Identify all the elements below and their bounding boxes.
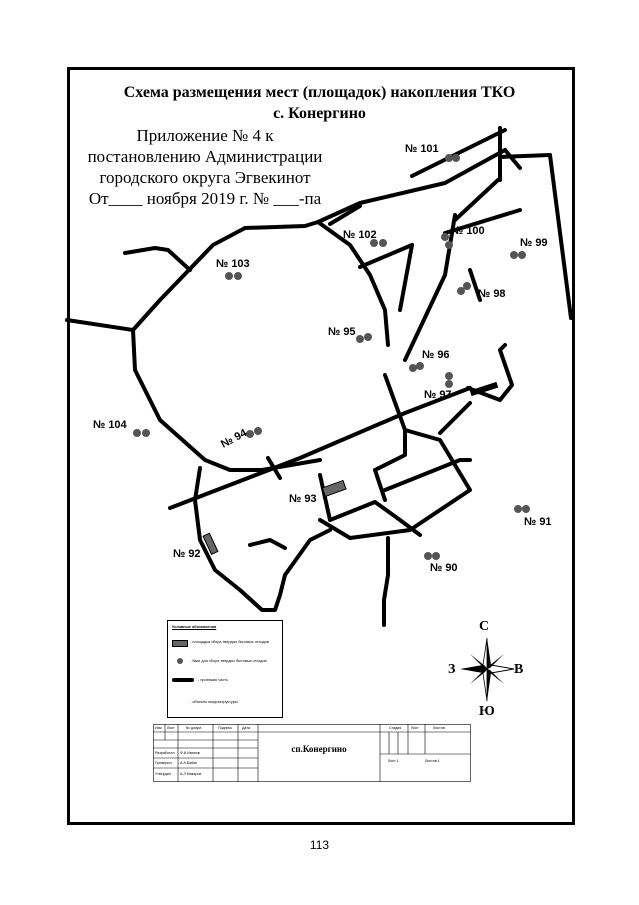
site-label-102: № 102 bbox=[343, 229, 377, 241]
stamp-name-developer: Ф.И.Иванов bbox=[180, 751, 200, 755]
stamp-name-approver: А.Л.Макаров bbox=[180, 772, 202, 776]
site-label-103: № 103 bbox=[216, 258, 250, 270]
compass-north: С bbox=[479, 619, 490, 634]
stamp-header-signature: Подпись bbox=[218, 726, 233, 730]
appendix-line-2: постановлению Администрации bbox=[87, 147, 323, 166]
road bbox=[400, 245, 412, 310]
site-label-104: № 104 bbox=[93, 419, 127, 431]
site-label-97: № 97 bbox=[424, 389, 452, 401]
map-legend bbox=[167, 620, 283, 718]
stamp-sheets-label: Листов bbox=[433, 726, 445, 730]
stamp-header-date: Дата bbox=[242, 726, 250, 730]
appendix-line-1: Приложение № 4 к bbox=[136, 126, 274, 145]
stamp-role-checker: Проверил bbox=[155, 761, 172, 765]
site-label-91: № 91 bbox=[524, 516, 552, 528]
site-label-92: № 92 bbox=[173, 548, 201, 560]
road bbox=[500, 155, 550, 157]
compass-rose bbox=[460, 638, 514, 701]
legend-road-swatch bbox=[172, 678, 194, 682]
site-label-101: № 101 bbox=[405, 143, 439, 155]
waste-site-93 bbox=[322, 480, 346, 496]
stamp-header-change: Изм bbox=[155, 726, 162, 730]
stamp-place-name: сп.Конергино bbox=[291, 744, 347, 754]
legend-item-bin: - баки для сбора твердых бытовых отходов bbox=[190, 659, 267, 663]
stamp-sheet-value: Лист 1 bbox=[388, 759, 399, 763]
road bbox=[170, 388, 470, 508]
road bbox=[375, 470, 385, 500]
stamp-role-developer: Разработал bbox=[155, 751, 175, 755]
legend-site-swatch bbox=[172, 640, 188, 647]
road bbox=[385, 460, 470, 490]
stamp-header-doc: № докум. bbox=[186, 726, 202, 730]
road bbox=[550, 155, 571, 318]
legend-bin-swatch bbox=[177, 658, 183, 664]
site-label-98: № 98 bbox=[478, 288, 506, 300]
road bbox=[318, 150, 505, 222]
appendix-line-3: городского округа Эгвекинот bbox=[99, 168, 311, 187]
stamp-name-checker: А.А.Бабин bbox=[180, 761, 198, 765]
site-label-94: № 94 bbox=[219, 427, 249, 451]
legend-item-road: - проезжая часть bbox=[198, 678, 228, 682]
legend-item-site: - площадка сбора твердых бытовых отходов bbox=[190, 640, 269, 644]
legend-item-infrastructure: - объекты инфраструктуры bbox=[190, 700, 238, 704]
road bbox=[250, 540, 285, 548]
stamp-sheet-label: Лист bbox=[411, 726, 419, 730]
road bbox=[67, 320, 133, 330]
road bbox=[360, 245, 412, 267]
compass-east: В bbox=[514, 662, 524, 677]
site-label-95: № 95 bbox=[328, 326, 356, 338]
road bbox=[125, 248, 190, 270]
legend-title: Условные обозначения bbox=[172, 625, 217, 629]
site-label-93: № 93 bbox=[289, 493, 317, 505]
compass-west: З bbox=[448, 662, 456, 677]
compass-south: Ю bbox=[479, 704, 495, 719]
road bbox=[505, 150, 520, 168]
road bbox=[384, 538, 388, 625]
map-title: Схема размещения мест (площадок) накопления ТКО bbox=[123, 84, 516, 101]
site-label-90: № 90 bbox=[430, 562, 458, 574]
stamp-header-sheet: Лист bbox=[167, 726, 175, 730]
road bbox=[440, 403, 470, 433]
site-label-100: № 100 bbox=[451, 225, 485, 237]
page-number: 113 bbox=[309, 838, 330, 852]
appendix-line-4: От____ ноября 2019 г. № ___-па bbox=[88, 189, 322, 208]
site-label-96: № 96 bbox=[422, 349, 450, 361]
stamp-stage-label: Стадия bbox=[389, 726, 402, 730]
road bbox=[455, 180, 498, 220]
map-subtitle: с. Конергино bbox=[273, 105, 366, 122]
stamp-role-approver: Утвердил bbox=[155, 772, 171, 776]
road bbox=[375, 430, 405, 470]
stamp-sheets-value: Листов 1 bbox=[425, 759, 440, 763]
title-block bbox=[153, 724, 471, 782]
site-label-99: № 99 bbox=[520, 237, 548, 249]
